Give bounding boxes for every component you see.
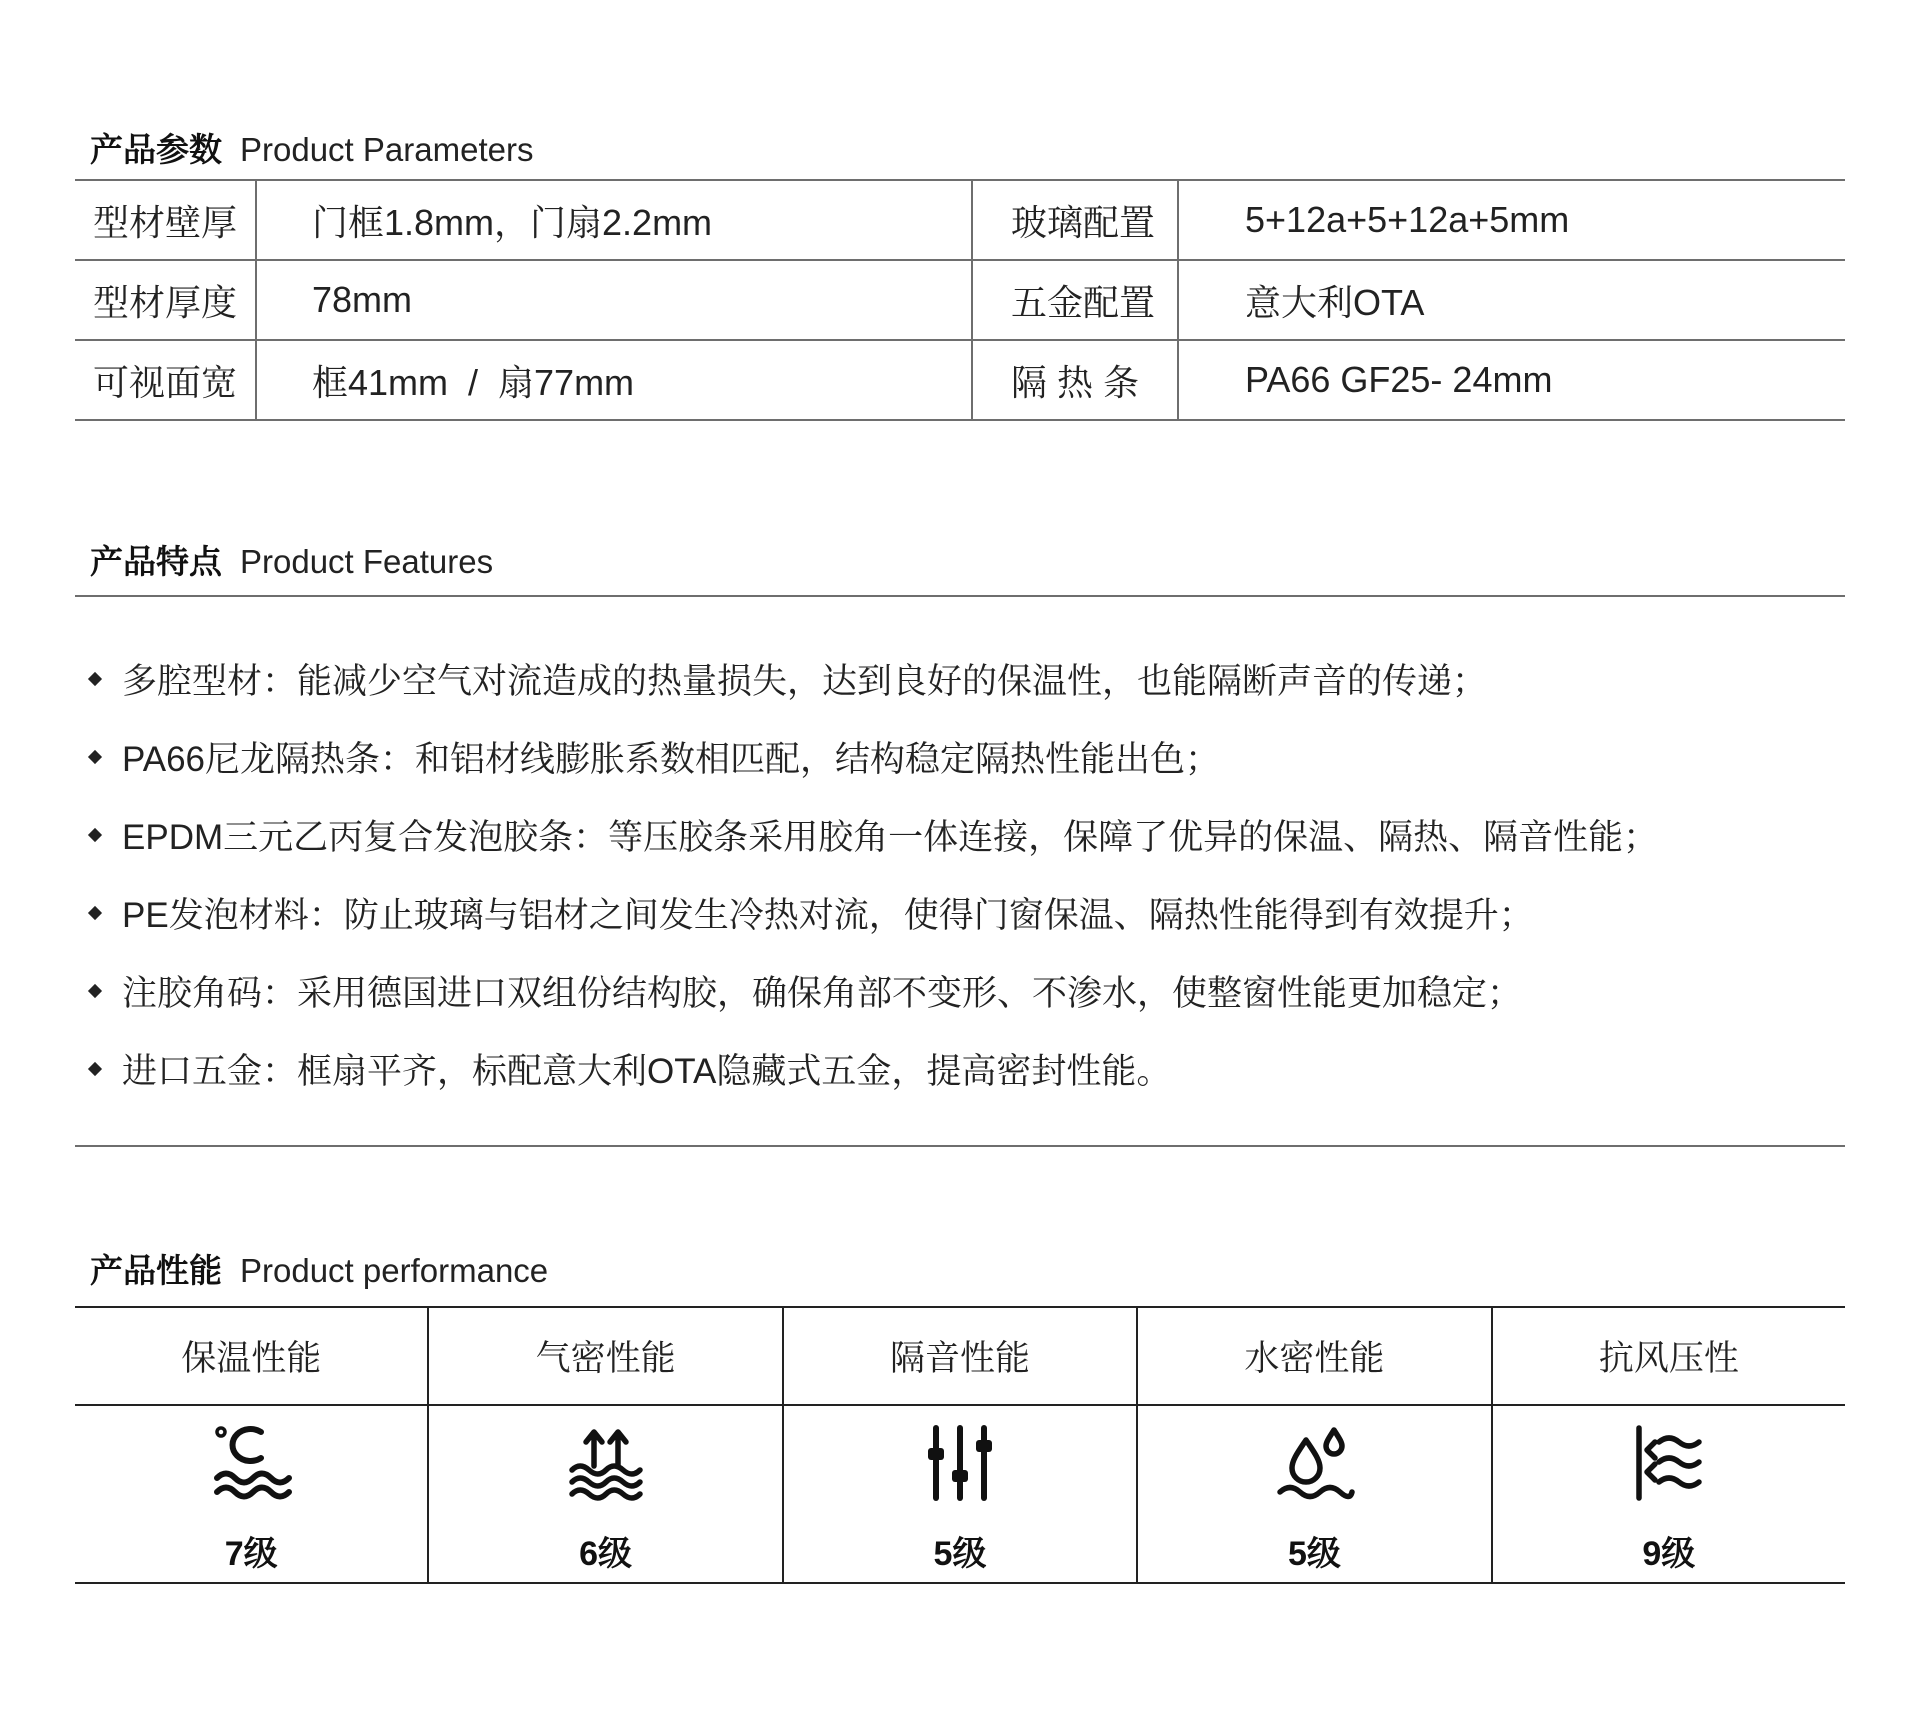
performance-heading (90, 1245, 548, 1292)
param-value: 门框1.8mm，门扇2.2mm (257, 181, 973, 259)
bullet-icon (88, 672, 102, 686)
feature-text: PE发泡材料：防止玻璃与铝材之间发生冷热对流，使得门窗保温、隔热性能得到有效提升； (122, 896, 1534, 935)
thermal-insulation-icon (209, 1420, 293, 1504)
performance-grade: 7级 (224, 1535, 278, 1573)
param-label: 玻璃配置 (973, 181, 1179, 259)
feature-item (88, 796, 1658, 874)
performance-name: 水密性能 (1138, 1308, 1492, 1404)
feature-item (88, 952, 1658, 1030)
performance-cell (1493, 1406, 1845, 1582)
feature-text: PA66尼龙隔热条：和铝材线膨胀系数相匹配，结构稳定隔热性能出色； (122, 740, 1221, 779)
performance-name: 保温性能 (75, 1308, 429, 1404)
features-title-en: Product Features (240, 543, 494, 580)
performance-grade: 9级 (1642, 1535, 1696, 1573)
wind-pressure-icon (1627, 1420, 1711, 1504)
performance-grade: 6级 (579, 1535, 633, 1573)
performance-cell (1138, 1406, 1492, 1582)
bullet-icon (88, 906, 102, 920)
performance-cell (75, 1406, 429, 1582)
params-table (75, 179, 1845, 421)
performance-value-row (75, 1406, 1845, 1582)
param-value: PA66 GF25- 24mm (1245, 359, 1553, 400)
performance-name: 隔音性能 (784, 1308, 1138, 1404)
param-label: 五金配置 (973, 261, 1179, 339)
performance-table (75, 1306, 1845, 1584)
performance-header-row (75, 1308, 1845, 1406)
param-value: 意大利OTA (1245, 281, 1425, 323)
features-bottom-divider (75, 1145, 1845, 1147)
air-tightness-icon (564, 1420, 648, 1504)
features-top-divider (75, 595, 1845, 597)
params-title-zh: 产品参数 (90, 131, 222, 168)
feature-item (88, 640, 1658, 718)
feature-text: 多腔型材：能减少空气对流造成的热量损失，达到良好的保温性，也能隔断声音的传递； (122, 662, 1488, 701)
feature-text: 注胶角码：采用德国进口双组份结构胶，确保角部不变形、不渗水，使整窗性能更加稳定； (122, 974, 1523, 1013)
bullet-icon (88, 984, 102, 998)
performance-cell (429, 1406, 783, 1582)
performance-grade: 5级 (933, 1535, 987, 1573)
features-heading (90, 536, 493, 583)
bullet-icon (88, 750, 102, 764)
performance-name: 抗风压性 (1598, 1339, 1739, 1378)
param-label: 型材壁厚 (75, 181, 257, 259)
param-value: 78mm (257, 261, 973, 339)
params-heading (90, 124, 533, 171)
feature-item (88, 1030, 1658, 1108)
performance-grade: 5级 (1287, 1535, 1341, 1573)
performance-name: 气密性能 (429, 1308, 783, 1404)
params-row (75, 341, 1845, 421)
param-value: 5+12a+5+12a+5mm (1245, 199, 1570, 240)
param-label: 可视面宽 (75, 341, 257, 419)
performance-title-en: Product performance (240, 1252, 549, 1289)
bullet-icon (88, 828, 102, 842)
param-value: 框41mm / 扇77mm (257, 341, 973, 419)
performance-title-zh: 产品性能 (90, 1252, 222, 1289)
water-tightness-icon (1272, 1420, 1356, 1504)
param-label: 型材厚度 (75, 261, 257, 339)
param-label: 隔 热 条 (973, 341, 1179, 419)
features-title-zh: 产品特点 (90, 543, 222, 580)
features-list (88, 640, 1658, 1108)
feature-item (88, 874, 1658, 952)
bullet-icon (88, 1062, 102, 1076)
feature-item (88, 718, 1658, 796)
feature-text: EPDM三元乙丙复合发泡胶条：等压胶条采用胶角一体连接，保障了优异的保温、隔热、隔音性能； (122, 818, 1659, 857)
sound-insulation-icon (918, 1420, 1002, 1504)
params-row (75, 181, 1845, 261)
params-row (75, 261, 1845, 341)
params-title-en: Product Parameters (240, 131, 534, 168)
performance-cell (784, 1406, 1138, 1582)
feature-text: 进口五金：框扇平齐，标配意大利OTA隐藏式五金，提高密封性能。 (122, 1052, 1172, 1091)
